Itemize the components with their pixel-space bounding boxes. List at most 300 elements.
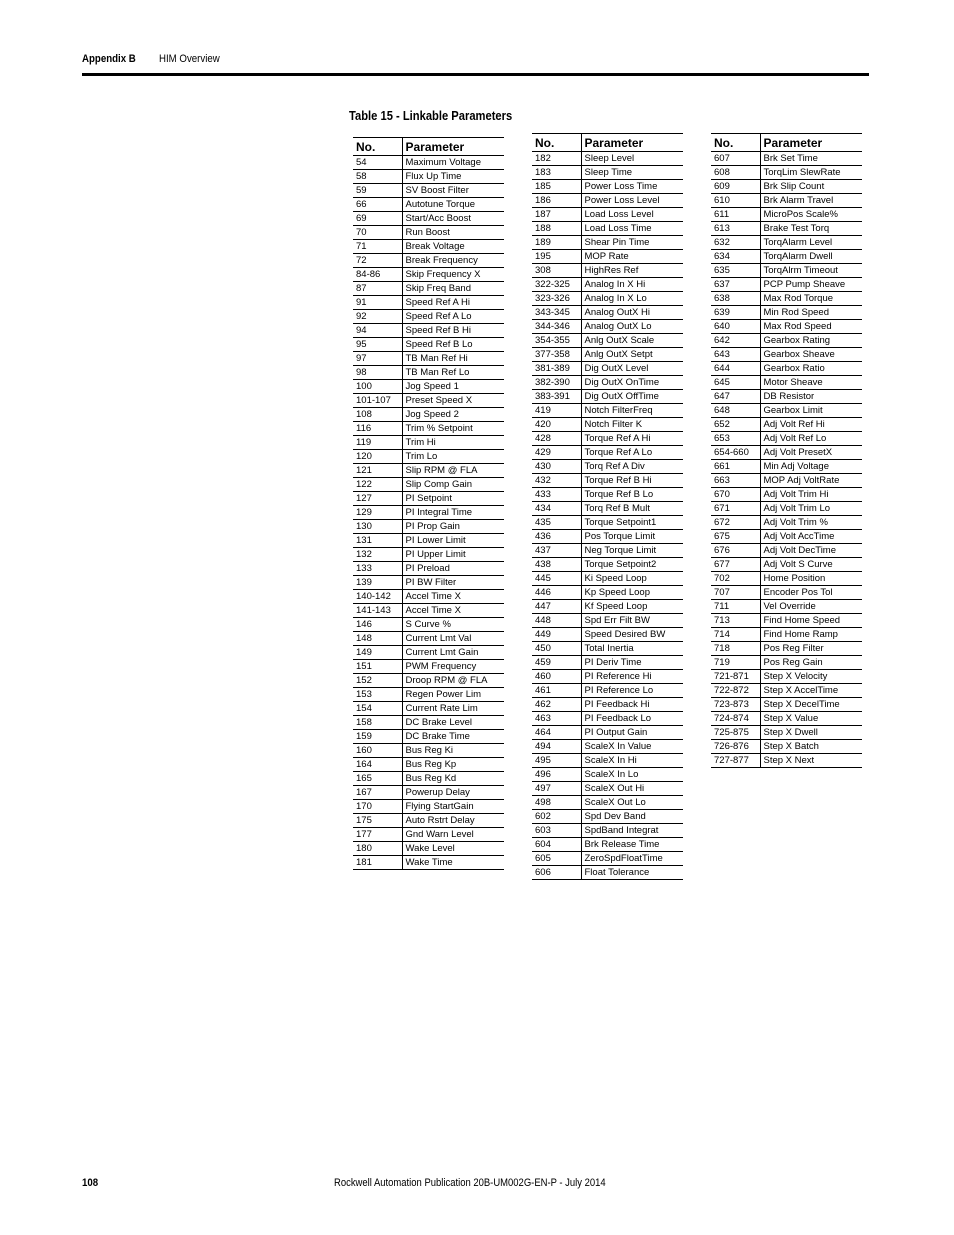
param-no: 611 [711,208,760,222]
param-no: 714 [711,628,760,642]
param-name: Run Boost [402,226,504,240]
param-name: Notch FilterFreq [581,404,683,418]
param-name: Slip Comp Gain [402,478,504,492]
column-header-no: No. [353,138,402,156]
table-row [353,240,504,254]
table-row [353,324,504,338]
param-name: Torque Ref B Hi [581,474,683,488]
param-name: Power Loss Level [581,194,683,208]
param-no: 159 [353,730,402,744]
param-no: 670 [711,488,760,502]
table-row [532,236,683,250]
param-name: PI Integral Time [402,506,504,520]
table-row [711,180,862,194]
param-no: 92 [353,310,402,324]
param-name: Step X Dwell [760,726,862,740]
param-name: Step X Velocity [760,670,862,684]
param-name: PI Lower Limit [402,534,504,548]
param-no: 613 [711,222,760,236]
table-row [711,572,862,586]
param-no: 71 [353,240,402,254]
table-row [532,502,683,516]
table-row [353,436,504,450]
param-name: PI BW Filter [402,576,504,590]
table-row [532,474,683,488]
column-header-no: No. [532,134,581,152]
table-row [532,278,683,292]
param-no: 122 [353,478,402,492]
param-name: Trim % Setpoint [402,422,504,436]
table-row [353,744,504,758]
table-row [711,194,862,208]
param-name: Home Position [760,572,862,586]
table-row [353,632,504,646]
param-no: 632 [711,236,760,250]
param-name: Powerup Delay [402,786,504,800]
param-name: Speed Ref A Hi [402,296,504,310]
table-header-row [532,134,683,152]
table-row [532,642,683,656]
table-row [711,264,862,278]
param-name: SV Boost Filter [402,184,504,198]
table-row [532,530,683,544]
linkable-parameters-table-1 [353,137,504,870]
table-row [711,222,862,236]
param-name: SpdBand Integrat [581,824,683,838]
param-name: ScaleX Out Hi [581,782,683,796]
param-name: Step X Next [760,754,862,768]
param-no: 718 [711,642,760,656]
header-appendix: Appendix B [82,53,136,65]
table-row [711,614,862,628]
param-no: 675 [711,530,760,544]
param-no: 663 [711,474,760,488]
table-row [353,310,504,324]
param-name: Torq Ref B Mult [581,502,683,516]
param-name: ScaleX In Lo [581,768,683,782]
param-name: Neg Torque Limit [581,544,683,558]
param-name: Flying StartGain [402,800,504,814]
table-row [711,558,862,572]
param-name: Step X AccelTime [760,684,862,698]
param-no: 648 [711,404,760,418]
param-no: 177 [353,828,402,842]
param-no: 95 [353,338,402,352]
param-name: Droop RPM @ FLA [402,674,504,688]
table-row [711,628,862,642]
param-no: 149 [353,646,402,660]
param-name: Break Frequency [402,254,504,268]
param-no: 711 [711,600,760,614]
param-no: 642 [711,334,760,348]
param-no: 602 [532,810,581,824]
param-no: 354-355 [532,334,581,348]
param-name: Torque Setpoint1 [581,516,683,530]
param-name: PI Output Gain [581,726,683,740]
table-row [532,852,683,866]
param-no: 438 [532,558,581,572]
table-row [532,348,683,362]
table-row [353,408,504,422]
param-no: 726-876 [711,740,760,754]
param-no: 436 [532,530,581,544]
param-no: 448 [532,614,581,628]
param-name: Analog OutX Hi [581,306,683,320]
table-row [532,684,683,698]
param-name: Adj Volt Trim Lo [760,502,862,516]
param-no: 724-874 [711,712,760,726]
param-no: 644 [711,362,760,376]
param-no: 634 [711,250,760,264]
param-no: 160 [353,744,402,758]
param-no: 133 [353,562,402,576]
param-no: 91 [353,296,402,310]
param-name: Pos Reg Filter [760,642,862,656]
table-row [353,282,504,296]
param-name: Adj Volt Trim % [760,516,862,530]
table-row [711,376,862,390]
param-name: MOP Adj VoltRate [760,474,862,488]
param-no: 610 [711,194,760,208]
param-name: Bus Reg Kd [402,772,504,786]
param-no: 707 [711,586,760,600]
param-no: 120 [353,450,402,464]
param-name: MOP Rate [581,250,683,264]
param-name: PI Setpoint [402,492,504,506]
param-name: PI Feedback Lo [581,712,683,726]
param-no: 605 [532,852,581,866]
table-row [532,558,683,572]
param-no: 702 [711,572,760,586]
table-row [532,726,683,740]
table-row [353,226,504,240]
param-name: Power Loss Time [581,180,683,194]
param-no: 344-346 [532,320,581,334]
table-row [532,838,683,852]
param-no: 54 [353,156,402,170]
param-name: Torque Ref A Lo [581,446,683,460]
param-name: Max Rod Speed [760,320,862,334]
param-no: 671 [711,502,760,516]
table-row [532,516,683,530]
param-no: 445 [532,572,581,586]
param-no: 606 [532,866,581,880]
param-no: 108 [353,408,402,422]
param-name: PWM Frequency [402,660,504,674]
param-no: 189 [532,236,581,250]
param-no: 182 [532,152,581,166]
param-no: 652 [711,418,760,432]
param-name: PI Reference Lo [581,684,683,698]
param-name: Wake Level [402,842,504,856]
param-name: Shear Pin Time [581,236,683,250]
param-no: 146 [353,618,402,632]
param-name: Torque Ref A Hi [581,432,683,446]
param-no: 607 [711,152,760,166]
table-row [532,306,683,320]
param-no: 719 [711,656,760,670]
param-no: 140-142 [353,590,402,604]
param-no: 722-872 [711,684,760,698]
param-name: PI Preload [402,562,504,576]
table-row [711,712,862,726]
param-no: 638 [711,292,760,306]
param-no: 188 [532,222,581,236]
param-name: ZeroSpdFloatTime [581,852,683,866]
table-row [532,866,683,880]
param-no: 66 [353,198,402,212]
param-name: Load Loss Time [581,222,683,236]
param-name: Encoder Pos Tol [760,586,862,600]
param-no: 148 [353,632,402,646]
table-row [711,698,862,712]
param-name: ScaleX Out Lo [581,796,683,810]
param-name: Adj Volt PresetX [760,446,862,460]
param-name: Brk Slip Count [760,180,862,194]
param-name: PCP Pump Sheave [760,278,862,292]
param-no: 158 [353,716,402,730]
table-row [353,828,504,842]
table-row [532,334,683,348]
param-no: 428 [532,432,581,446]
param-name: Analog OutX Lo [581,320,683,334]
param-no: 645 [711,376,760,390]
param-name: Anlg OutX Setpt [581,348,683,362]
param-no: 446 [532,586,581,600]
table-row [532,712,683,726]
param-name: Skip Freq Band [402,282,504,296]
param-no: 121 [353,464,402,478]
param-no: 153 [353,688,402,702]
table-row [532,264,683,278]
table-row [353,520,504,534]
param-name: ScaleX In Hi [581,754,683,768]
param-name: Speed Ref B Hi [402,324,504,338]
table-row [532,586,683,600]
param-name: Torque Setpoint2 [581,558,683,572]
param-no: 383-391 [532,390,581,404]
param-no: 661 [711,460,760,474]
param-name: Adj Volt DecTime [760,544,862,558]
param-name: DC Brake Level [402,716,504,730]
param-name: Step X Value [760,712,862,726]
param-name: Kp Speed Loop [581,586,683,600]
table-row [532,250,683,264]
param-name: Skip Frequency X [402,268,504,282]
param-no: 463 [532,712,581,726]
param-name: Wake Time [402,856,504,870]
page-number: 108 [82,1177,99,1189]
param-no: 447 [532,600,581,614]
param-name: Total Inertia [581,642,683,656]
table-row [532,390,683,404]
param-no: 497 [532,782,581,796]
param-name: Analog In X Lo [581,292,683,306]
param-no: 643 [711,348,760,362]
table-row [711,236,862,250]
param-no: 647 [711,390,760,404]
table-row [353,646,504,660]
table-row [532,628,683,642]
param-name: Jog Speed 1 [402,380,504,394]
param-no: 98 [353,366,402,380]
param-name: Gearbox Ratio [760,362,862,376]
param-no: 97 [353,352,402,366]
param-no: 183 [532,166,581,180]
param-no: 129 [353,506,402,520]
table-row [353,422,504,436]
column-header-parameter: Parameter [760,134,862,152]
table-row [353,464,504,478]
param-no: 381-389 [532,362,581,376]
param-name: Dig OutX OffTime [581,390,683,404]
column-header-parameter: Parameter [581,134,683,152]
param-no: 164 [353,758,402,772]
table-row [532,488,683,502]
header-section: HIM Overview [159,53,220,65]
table-row [353,562,504,576]
table-row [532,418,683,432]
table-row [711,530,862,544]
param-no: 382-390 [532,376,581,390]
table-row [711,656,862,670]
param-no: 139 [353,576,402,590]
table-row [353,506,504,520]
param-name: Min Rod Speed [760,306,862,320]
param-no: 170 [353,800,402,814]
param-name: Motor Sheave [760,376,862,390]
table-row [711,278,862,292]
param-name: TorqLim SlewRate [760,166,862,180]
param-no: 462 [532,698,581,712]
table-row [532,754,683,768]
column-header-no: No. [711,134,760,152]
table-row [711,166,862,180]
param-no: 323-326 [532,292,581,306]
param-name: Vel Override [760,600,862,614]
param-no: 449 [532,628,581,642]
param-no: 130 [353,520,402,534]
param-no: 429 [532,446,581,460]
param-no: 676 [711,544,760,558]
param-name: Torque Ref B Lo [581,488,683,502]
param-name: Flux Up Time [402,170,504,184]
param-name: Gearbox Sheave [760,348,862,362]
table-row [353,170,504,184]
param-name: Auto Rstrt Delay [402,814,504,828]
table-row [353,212,504,226]
table-row [711,208,862,222]
table-row [711,432,862,446]
param-name: Current Rate Lim [402,702,504,716]
param-name: TB Man Ref Lo [402,366,504,380]
param-no: 713 [711,614,760,628]
param-name: Autotune Torque [402,198,504,212]
param-no: 175 [353,814,402,828]
table-row [353,590,504,604]
param-name: Brake Test Torq [760,222,862,236]
param-no: 87 [353,282,402,296]
table-row [711,250,862,264]
param-no: 132 [353,548,402,562]
table-row [353,772,504,786]
table-row [353,352,504,366]
table-row [532,194,683,208]
param-no: 604 [532,838,581,852]
table-row [353,716,504,730]
param-name: Adj Volt Trim Hi [760,488,862,502]
param-name: Speed Ref A Lo [402,310,504,324]
param-name: Step X Batch [760,740,862,754]
table-row [532,404,683,418]
param-name: Adj Volt Ref Hi [760,418,862,432]
param-name: Start/Acc Boost [402,212,504,226]
param-name: DB Resistor [760,390,862,404]
param-name: Step X DecelTime [760,698,862,712]
param-name: Adj Volt AccTime [760,530,862,544]
table-row [711,152,862,166]
param-name: DC Brake Time [402,730,504,744]
param-name: Slip RPM @ FLA [402,464,504,478]
param-no: 59 [353,184,402,198]
table-row [532,292,683,306]
param-no: 498 [532,796,581,810]
param-no: 723-873 [711,698,760,712]
table-row [353,478,504,492]
param-name: Accel Time X [402,604,504,618]
table-row [532,614,683,628]
table-row [532,362,683,376]
param-name: Sleep Time [581,166,683,180]
param-no: 69 [353,212,402,226]
param-name: Dig OutX OnTime [581,376,683,390]
param-name: Torq Ref A Div [581,460,683,474]
table-row [532,166,683,180]
table-row [532,544,683,558]
table-row [353,674,504,688]
param-no: 603 [532,824,581,838]
param-no: 322-325 [532,278,581,292]
table-row [353,604,504,618]
param-name: Gearbox Limit [760,404,862,418]
table-row [711,544,862,558]
table-row [353,758,504,772]
table-row [711,404,862,418]
param-no: 677 [711,558,760,572]
table-row [353,730,504,744]
param-name: Load Loss Level [581,208,683,222]
param-no: 151 [353,660,402,674]
param-name: Bus Reg Kp [402,758,504,772]
param-name: Kf Speed Loop [581,600,683,614]
table-row [532,460,683,474]
param-no: 131 [353,534,402,548]
table-row [711,348,862,362]
table-row [353,184,504,198]
param-name: Maximum Voltage [402,156,504,170]
param-no: 654-660 [711,446,760,460]
param-name: PI Deriv Time [581,656,683,670]
table-row [711,446,862,460]
param-name: Trim Hi [402,436,504,450]
param-name: PI Reference Hi [581,670,683,684]
table-row [711,586,862,600]
param-no: 186 [532,194,581,208]
param-name: TorqAlarm Dwell [760,250,862,264]
param-no: 152 [353,674,402,688]
table-title: Table 15 - Linkable Parameters [349,108,513,123]
param-name: PI Feedback Hi [581,698,683,712]
